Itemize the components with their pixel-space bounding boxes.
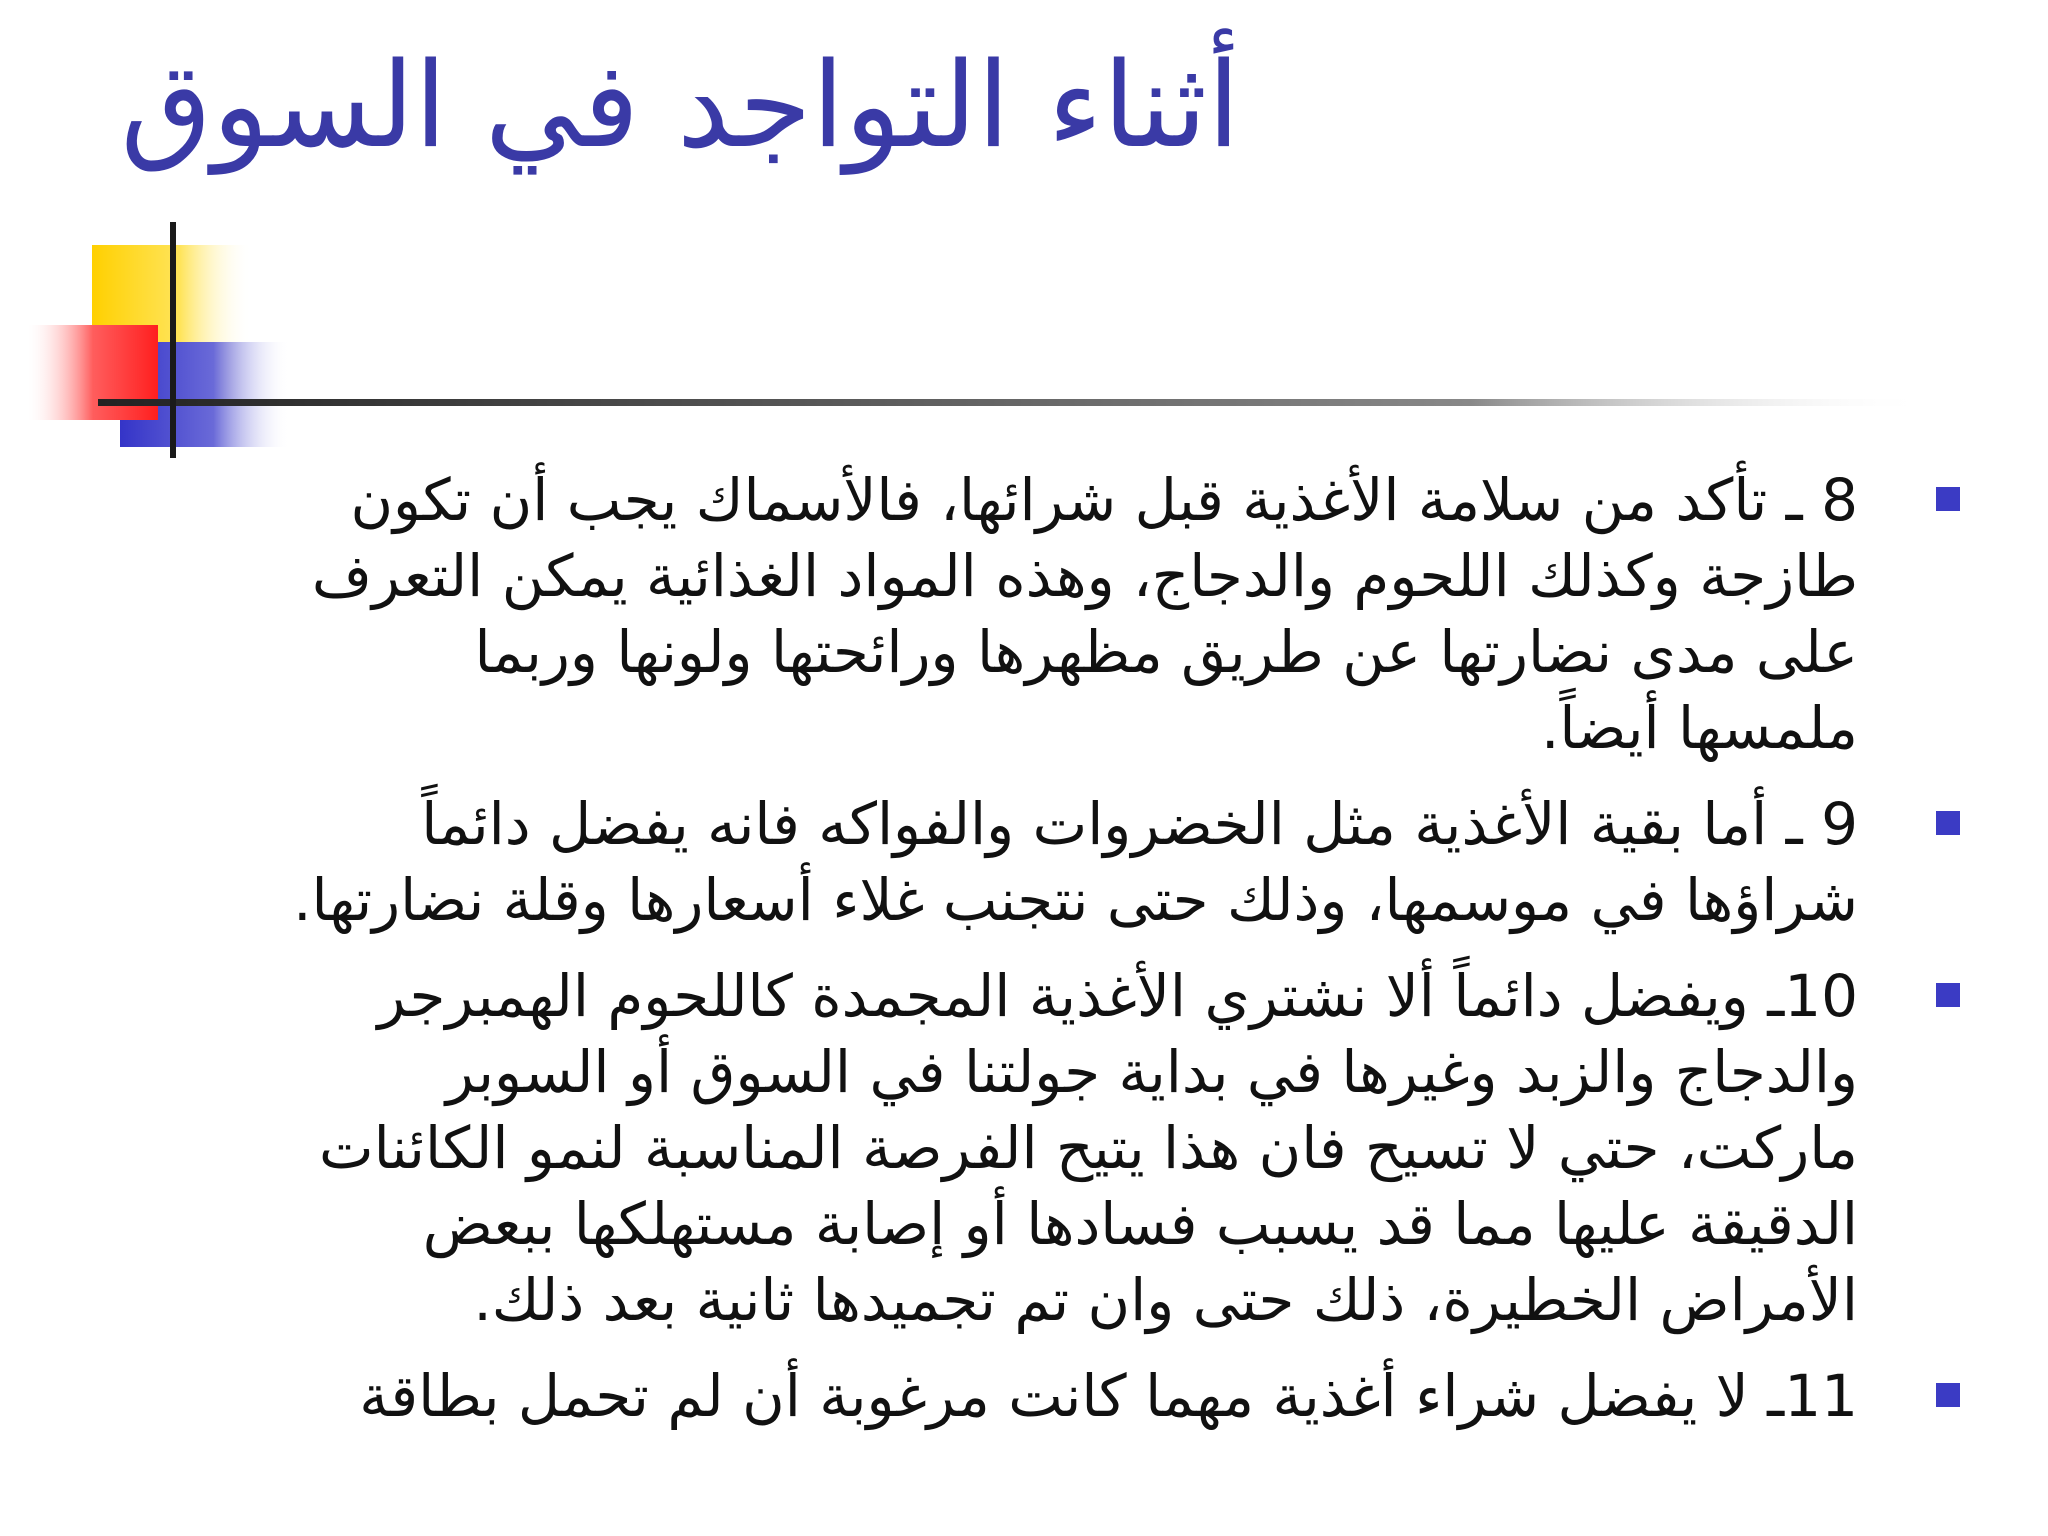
square-bullet-icon	[1936, 1383, 1960, 1407]
list-item-10	[278, 958, 1998, 1338]
slide-title: أثناء التواجد في السوق	[120, 36, 1240, 174]
list-item-text: 9 ـ أما بقية الأغذية مثل الخضروات والفواكه فانه يفضل دائماً شراؤها في موسمها، وذلك حتى نتجنب غلاء أسعارها وقلة نضارتها.	[293, 790, 1858, 934]
square-bullet-icon	[1936, 811, 1960, 835]
list-item-text: 10ـ ويفضل دائماً ألا نشتري الأغذية المجمدة كاللحوم الهمبرجر والدجاج والزبد وغيرها في بداية جولتنا في السوق أو السوبر ماركت، حتي لا تسيح فان هذا يتيح الفرصة المناسبة لنمو الكائنات الدقيقة عليها مما قد يسبب فسادها أو إصابة مستهلكها ببعض الأمراض الخطيرة، ذلك حتى وان تم تجميدها ثانية بعد ذلك.	[319, 962, 1858, 1334]
list-item-8	[278, 462, 1998, 766]
square-bullet-icon	[1936, 487, 1960, 511]
deco-vertical-line	[170, 222, 176, 458]
deco-horizontal-line	[98, 399, 1928, 406]
square-bullet-icon	[1936, 983, 1960, 1007]
list-item-text: 11ـ لا يفضل شراء أغذية مهما كانت مرغوبة أن لم تحمل بطاقة	[359, 1362, 1858, 1430]
decorative-squares	[0, 0, 2048, 480]
list-item-11	[278, 1358, 1998, 1434]
list-item-text: 8 ـ تأكد من سلامة الأغذية قبل شرائها، فالأسماك يجب أن تكون طازجة وكذلك اللحوم والدجاج، وهذه المواد الغذائية يمكن التعرف على مدى نضارتها عن طريق مظهرها ورائحتها ولونها وربما ملمسها أيضاً.	[311, 466, 1858, 762]
bullet-list	[278, 462, 1998, 1454]
list-item-9	[278, 786, 1998, 938]
